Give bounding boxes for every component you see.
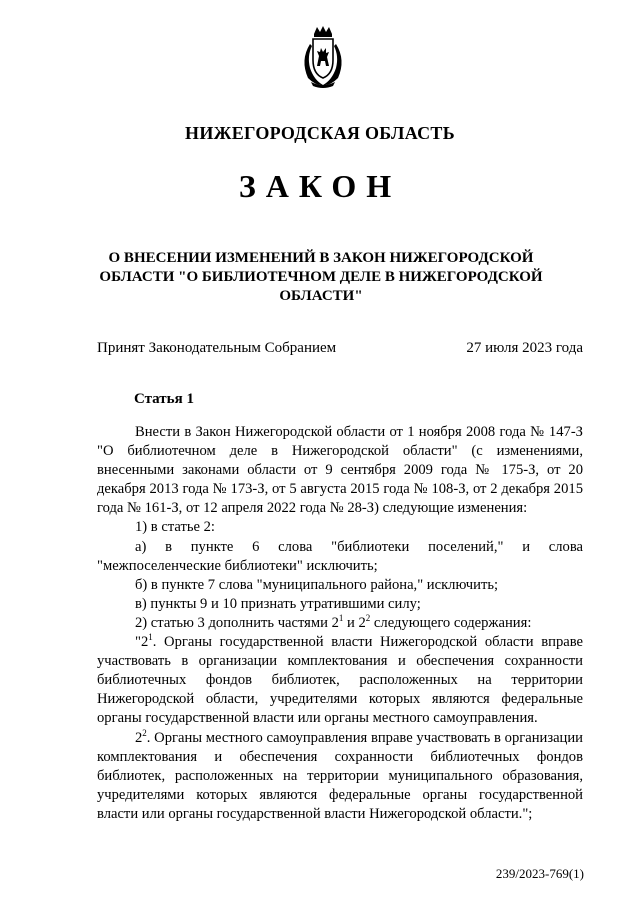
law-title: О ВНЕСЕНИИ ИЗМЕНЕНИЙ В ЗАКОН НИЖЕГОРОДСКОЙ ОБЛАСТИ "О БИБЛИОТЕЧНОМ ДЕЛЕ В НИЖЕГОРОДСКОЙ ОБЛАСТИ"	[99, 250, 543, 304]
article-heading: Статья 1	[134, 391, 194, 407]
document-type: ЗАКОН	[238, 168, 402, 204]
part-2-2: $2^2$. Органы местного самоуправления вправе участвовать в организации комплектования и обеспечения сохранности библиотечных фондов библиотек, расположенных на территории муниципального образования, учредителями которых являются федеральные органы государственной власти или органы государственной власти Нижегородской области.";	[97, 727, 583, 822]
item-1a: а) в пункте 6 слова "библиотеки поселений," и слова "межпоселенческие библиотеки" исключить;	[97, 538, 583, 574]
article-body	[97, 423, 583, 824]
adoption-line	[97, 340, 583, 357]
item-1c: в) пункты 9 и 10 признать утратившими силу;	[135, 595, 421, 612]
region-name: НИЖЕГОРОДСКАЯ ОБЛАСТЬ	[185, 123, 455, 143]
article-intro: Внести в Закон Нижегородской области от 1 ноября 2008 года № 147-З "О библиотечном деле в Нижегородской области" (с изменениями, внесенными законами области от 9 сентября 2009 года № 175-З, от 20 декабря 2013 года № 173-З, от 5 августа 2015 года № 108-З, от 2 декабря 2015 года № 161-З, от 12 апреля 2022 года № 28-З) следующие изменения:	[97, 424, 583, 517]
coat-of-arms-icon	[296, 24, 350, 88]
item-1: 1) в статье 2:	[135, 519, 215, 536]
adopting-body: Принят Законодательным Собранием	[97, 340, 337, 356]
item-2: 2) статью 3 дополнить частями $2^1$ и $2^2$ следующего содержания:	[135, 613, 532, 631]
part-2-1: "$2^1$. Органы государственной власти Нижегородской области вправе участвовать в организации комплектования и обеспечения сохранности библиотечных фондов библиотек, расположенных на территории Нижегородской области, учредителями которых являются федеральные органы государственной власти или органы местного самоуправления.	[97, 632, 583, 727]
adoption-date: 27 июля 2023 года	[466, 340, 583, 356]
item-1b: б) в пункте 7 слова "муниципального района," исключить;	[135, 576, 499, 593]
document-number: 239/2023-769(1)	[495, 866, 584, 881]
